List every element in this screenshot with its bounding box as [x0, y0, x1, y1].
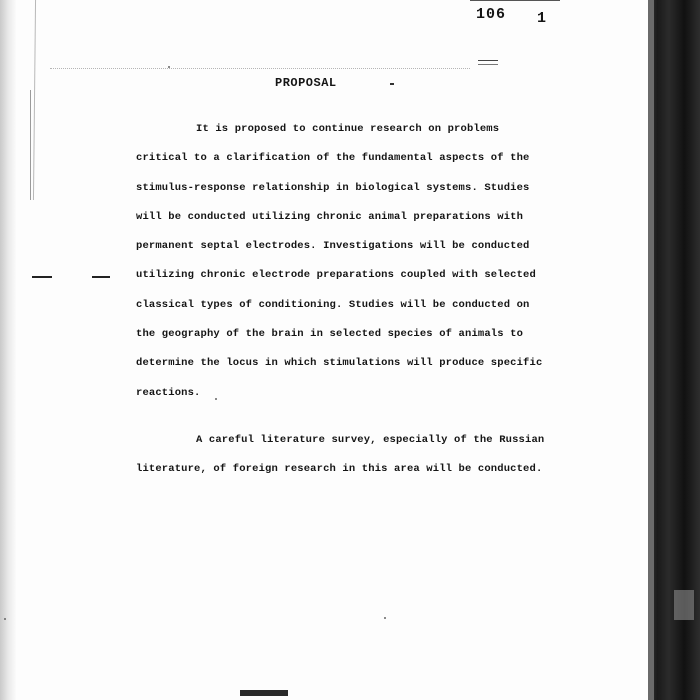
text-line: classical types of conditioning. Studies will be conducted on [136, 298, 530, 311]
text-line: determine the locus in which stimulations will produce specific [136, 357, 543, 370]
page-number: 106 [476, 6, 507, 23]
scan-speck [168, 66, 170, 68]
scan-left-edge [0, 0, 16, 700]
text-line: the geography of the brain in selected species of animals to [136, 328, 524, 341]
scan-speck [4, 618, 6, 620]
scan-binding-edge [648, 0, 700, 700]
scan-speck [384, 617, 386, 619]
page-sequence: 1 [537, 10, 547, 27]
text-line: will be conducted utilizing chronic animal preparations with [136, 210, 524, 223]
scan-artifact-line [33, 0, 36, 200]
bottom-scan-mark [240, 690, 288, 696]
scan-speck [215, 398, 217, 400]
heading-speck [390, 83, 394, 85]
text-line: utilizing chronic electrode preparations coupled with selected [136, 269, 536, 282]
text-line: A careful literature survey, especially of the Russian [196, 434, 545, 446]
margin-mark [32, 276, 52, 278]
scan-artifact-dotted-line [50, 68, 470, 70]
text-line: literature, of foreign research in this area will be conducted. [136, 463, 543, 476]
text-line: It is proposed to continue research on problems [196, 123, 500, 135]
text-line: critical to a clarification of the fundamental aspects of the [136, 152, 530, 165]
text-line: reactions. [136, 386, 201, 399]
paragraph-2 [136, 426, 566, 485]
text-line: permanent septal electrodes. Investigations will be conducted [136, 240, 530, 253]
header-rule [470, 0, 560, 1]
text-line: stimulus-response relationship in biological systems. Studies [136, 181, 530, 194]
scan-artifact-line [30, 90, 31, 200]
header-dash-mark [478, 60, 498, 65]
document-heading: PROPOSAL [275, 76, 337, 90]
margin-arrow-mark [92, 276, 110, 278]
paragraph-1 [136, 115, 566, 408]
